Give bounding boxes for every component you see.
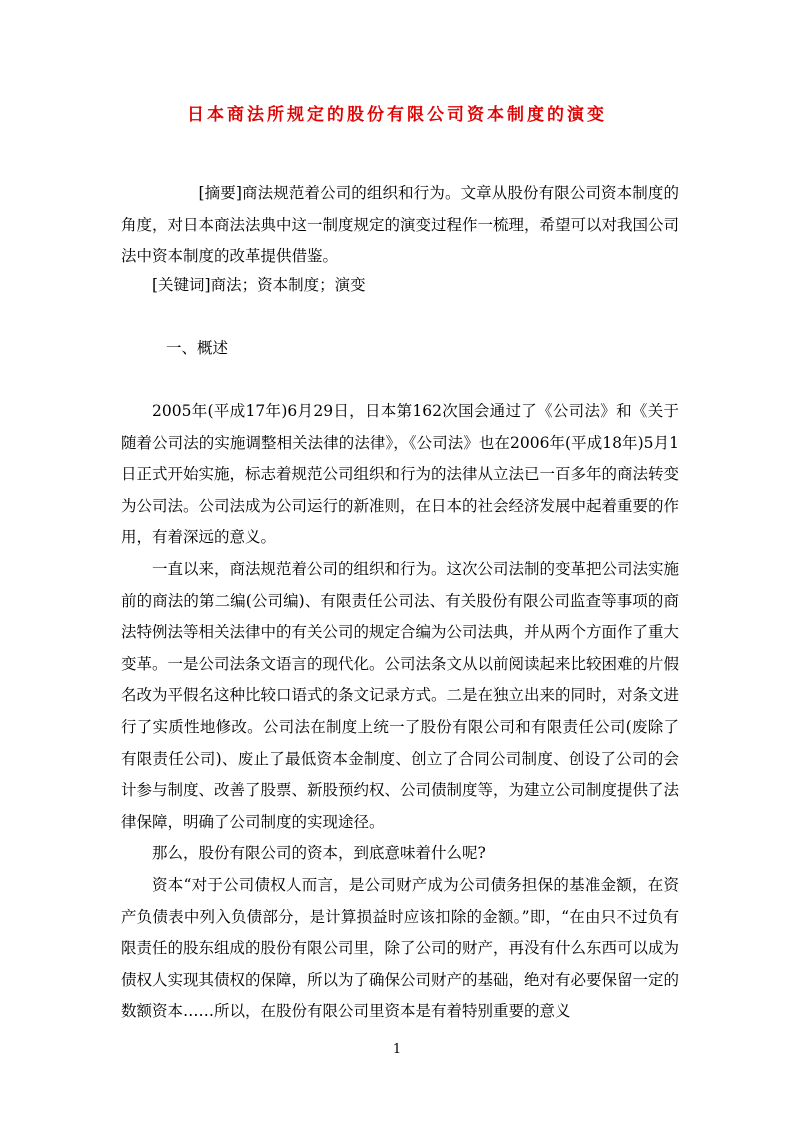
body-text [121, 396, 679, 1028]
abstract-paragraph: [摘要]商法规范着公司的组织和行为。文章从股份有限公司资本制度的角度，对日本商法法典中这一制度规定的演变过程作一梳理，希望可以对我国公司法中资本制度的改革提供借鉴。 [121, 184, 680, 266]
body-paragraph: 一直以来，商法规范着公司的组织和行为。这次公司法制的变革把公司法实施前的商法的第二编(公司编)、有限责任公司法、有关股份有限公司监查等事项的商法特例法等相关法律中的有关公司的规定合编为公司法典，并从两个方面作了重大变革。一是公司法条文语言的现代化。公司法条文从以前阅读起来比较困难的片假名改为平假名这种比较口语式的条文记录方式。二是在独立出来的同时，对条文进行了实质性地修改。公司法在制度上统一了股份有限公司和有限责任公司(废除了有限责任公司)、废止了最低资本金制度、创立了合同公司制度、创设了公司的会计参与制度、改善了股票、新股预约权、公司债制度等，为建立公司制度提供了法律保障，明确了公司制度的实现途径。 [121, 559, 680, 831]
abstract-block [121, 178, 679, 273]
document-title: 日本商法所规定的股份有限公司资本制度的演变 [187, 105, 607, 125]
keywords-paragraph: [关键词]商法；资本制度；演变 [152, 276, 366, 294]
body-paragraph: 那么，股份有限公司的资本，到底意味着什么呢? [152, 844, 486, 863]
body-paragraph: 2005年(平成17年)6月29日，日本第162次国会通过了《公司法》和《关于随着公司法的实施调整相关法律的法律》，《公司法》也在2006年(平成18年)5月1日正式开始实施，标志着规范公司组织和行为的法律从立法已一百多年的商法转变为公司法。公司法成为公司运行的新准则，在日本的社会经济发展中起着重要的作用，有着深远的意义。 [121, 402, 680, 547]
page-number: 1 [392, 1042, 402, 1057]
body-paragraph: 资本“对于公司债权人而言，是公司财产成为公司债务担保的基准金额，在资产负债表中列入负债部分，是计算损益时应该扣除的金额。”即，“在由只不过负有限责任的股东组成的股份有限公司里，除了公司的财产，再没有什么东西可以成为债权人实现其债权的保障，所以为了确保公司财产的基础，绝对有必要保留一定的数额资本……所以，在股份有限公司里资本是有着特别重要的意义 [121, 875, 680, 1021]
section-heading: 一、概述 [166, 339, 229, 357]
keywords-block [121, 270, 679, 302]
